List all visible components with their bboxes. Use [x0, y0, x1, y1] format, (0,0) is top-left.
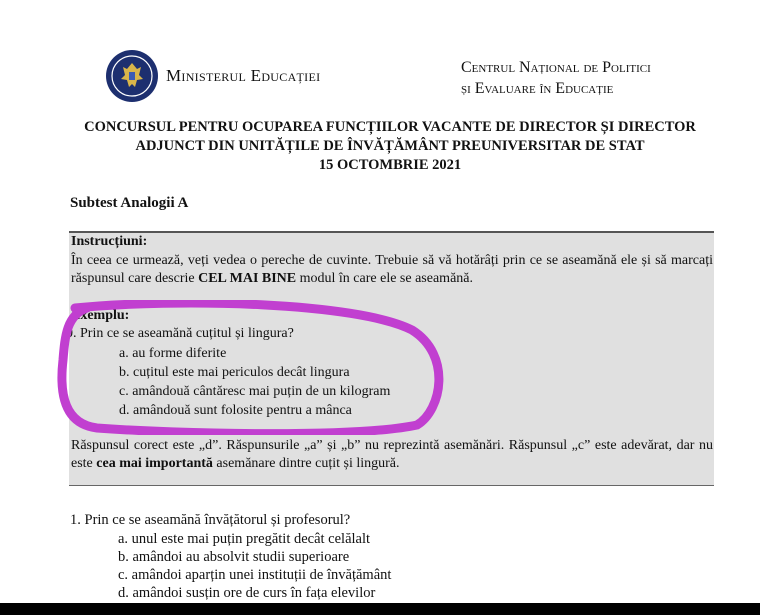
instructions-text-start: În ceea ce urmează, veți vedea o pereche de cuvinte. Trebuie să vă hotărâți prin ce se aseamănă ele și să marcați răspunsul care descrie: [71, 253, 713, 286]
exam-title: [60, 118, 720, 175]
example-option-a: a. au forme diferite: [119, 346, 227, 361]
instructions-text-end: modul în care ele se aseamănă.: [296, 271, 473, 286]
instructions-text-emphasis: CEL MAI BINE: [198, 271, 297, 286]
answer-text-start: Răspunsul corect este „d”. Răspunsurile „a” și „b” nu reprezintă asemănări. Răspunsul „c” este adevărat, dar nu este: [71, 438, 713, 471]
subtest-heading: Subtest Analogii A: [70, 195, 189, 211]
example-option-d: d. amândouă sunt folosite pentru a mânca: [119, 403, 352, 418]
national-centre-name: [461, 57, 651, 99]
bottom-border: [0, 603, 760, 615]
example-option-b: b. cuțitul este mai periculos decât lingura: [119, 365, 350, 380]
example-option-c: c. amândouă cântăresc mai puțin de un kilogram: [119, 384, 391, 399]
centre-line-2: și Evaluare în Educație: [461, 80, 614, 97]
title-line-3: 15 OCTOMBRIE 2021: [318, 157, 462, 173]
ministry-name: Ministerul Educației: [166, 66, 321, 85]
answer-text-emphasis: cea mai importantă: [96, 456, 213, 471]
example-heading: Exemplu:: [71, 308, 130, 323]
question-1: 1. Prin ce se aseamănă învățătorul și profesorul?: [70, 512, 351, 528]
example-question: 0. Prin ce se aseamănă cuțitul și lingura?: [66, 326, 294, 341]
government-seal-icon: [105, 49, 159, 103]
title-line-1: CONCURSUL PENTRU OCUPAREA FUNCȚIILOR VACANTE DE DIRECTOR ȘI DIRECTOR: [84, 119, 696, 135]
question-1-option-a: a. unul este mai puțin pregătit decât celălalt: [118, 531, 371, 547]
question-1-option-b: b. amândoi au absolvit studii superioare: [118, 549, 350, 565]
highlight-circle: [57, 300, 447, 435]
question-1-option-c: c. amândoi aparțin unei instituții de învățământ: [118, 567, 392, 583]
title-line-2: ADJUNCT DIN UNITĂȚILE DE ÎNVĂȚĂMÂNT PREUNIVERSITAR DE STAT: [135, 138, 645, 154]
example-answer-explanation: [71, 437, 713, 473]
instructions-heading: Instrucțiuni:: [71, 234, 148, 249]
centre-line-1: Centrul Național de Politici: [461, 59, 651, 76]
answer-text-end: asemănare dintre cuțit și lingură.: [212, 456, 400, 471]
question-1-option-d: d. amândoi susțin ore de curs în fața elevilor: [118, 585, 376, 601]
instructions-text: [71, 252, 713, 288]
